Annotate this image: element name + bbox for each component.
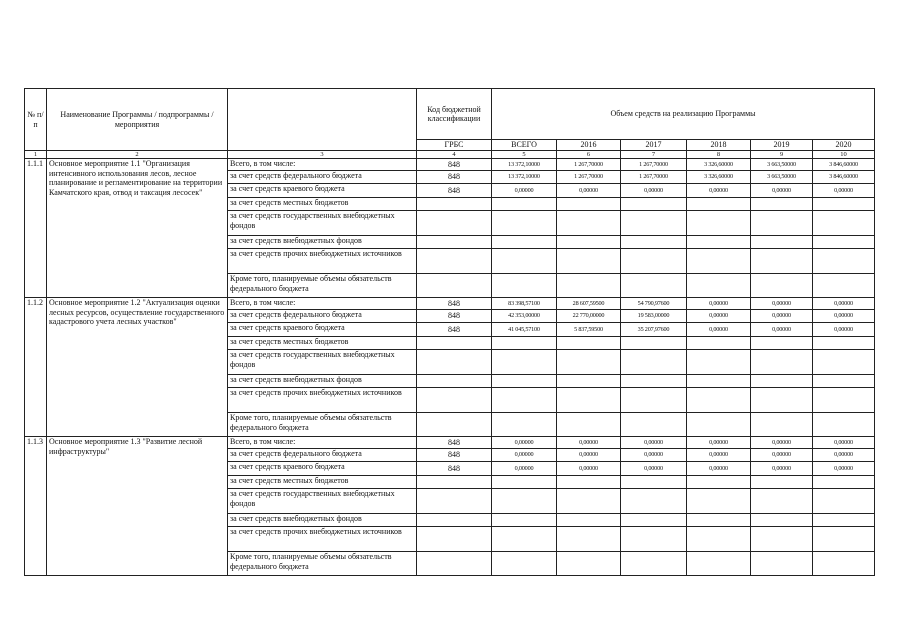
amount-year: 1 267,70000 (621, 159, 687, 171)
amount-year: 0,00000 (751, 184, 813, 198)
funding-source: за счет средств внебюджетных фондов (228, 375, 417, 388)
funding-source: за счет средств краевого бюджета (228, 462, 417, 476)
amount-year (687, 388, 751, 413)
amount-year (751, 211, 813, 236)
header-num: № п/п (25, 89, 47, 151)
funding-source: Кроме того, планируемые объемы обязательств федерального бюджета (228, 274, 417, 298)
amount-year (751, 476, 813, 489)
grbs-code (417, 236, 492, 249)
amount-year: 35 207,97600 (621, 323, 687, 337)
amount-total (492, 413, 557, 437)
amount-year: 0,00000 (751, 437, 813, 449)
program-budget-sheet (24, 88, 875, 576)
amount-year (621, 249, 687, 274)
column-number: 5 (492, 151, 557, 159)
amount-total (492, 198, 557, 211)
section-name: Основное мероприятие 1.2 "Актуализация оценки лесных ресурсов, осуществление государственного кадастрового учета лесных участков" (47, 298, 228, 437)
amount-year: 1 267,70000 (557, 159, 621, 171)
amount-year (751, 413, 813, 437)
amount-year: 28 607,59500 (557, 298, 621, 310)
column-number: 9 (751, 151, 813, 159)
amount-total: 13 372,10000 (492, 171, 557, 184)
amount-total (492, 552, 557, 576)
amount-year (751, 198, 813, 211)
grbs-code (417, 249, 492, 274)
grbs-code (417, 274, 492, 298)
grbs-code: 848 (417, 159, 492, 171)
amount-year: 0,00000 (557, 462, 621, 476)
funding-source: за счет средств федерального бюджета (228, 171, 417, 184)
amount-year: 0,00000 (621, 437, 687, 449)
amount-year (687, 249, 751, 274)
amount-year (687, 337, 751, 350)
amount-year (751, 388, 813, 413)
amount-year (813, 274, 875, 298)
amount-year: 0,00000 (557, 449, 621, 462)
amount-total: 0,00000 (492, 437, 557, 449)
column-number: 10 (813, 151, 875, 159)
grbs-code (417, 489, 492, 514)
table-row (25, 298, 875, 310)
column-number: 1 (25, 151, 47, 159)
amount-total (492, 476, 557, 489)
amount-year (751, 274, 813, 298)
amount-year (557, 236, 621, 249)
amount-year (621, 274, 687, 298)
amount-total (492, 337, 557, 350)
amount-year (557, 476, 621, 489)
amount-year (813, 350, 875, 375)
amount-year (813, 552, 875, 576)
header-year-2019: 2019 (751, 140, 813, 151)
amount-year (687, 198, 751, 211)
program-budget-table (24, 88, 875, 576)
amount-year (751, 350, 813, 375)
amount-year (751, 489, 813, 514)
amount-year (751, 527, 813, 552)
grbs-code: 848 (417, 310, 492, 323)
funding-source: Кроме того, планируемые объемы обязательств федерального бюджета (228, 413, 417, 437)
funding-source: за счет средств местных бюджетов (228, 198, 417, 211)
amount-year (813, 337, 875, 350)
header-source-blank (228, 89, 417, 151)
amount-year (621, 211, 687, 236)
grbs-code: 848 (417, 184, 492, 198)
amount-year (557, 514, 621, 527)
grbs-code: 848 (417, 462, 492, 476)
amount-year: 0,00000 (813, 298, 875, 310)
funding-source: Всего, в том числе: (228, 159, 417, 171)
amount-total (492, 236, 557, 249)
header-total: ВСЕГО (492, 140, 557, 151)
amount-year (557, 274, 621, 298)
amount-year (621, 337, 687, 350)
amount-year (557, 413, 621, 437)
amount-year (621, 514, 687, 527)
amount-year: 19 583,00000 (621, 310, 687, 323)
amount-year (813, 527, 875, 552)
amount-year: 3 326,60000 (687, 159, 751, 171)
amount-total: 0,00000 (492, 449, 557, 462)
amount-year (557, 198, 621, 211)
amount-total: 0,00000 (492, 462, 557, 476)
amount-year (687, 552, 751, 576)
funding-source: за счет средств государственных внебюджетных фондов (228, 489, 417, 514)
amount-total (492, 211, 557, 236)
column-number: 2 (47, 151, 228, 159)
column-number: 3 (228, 151, 417, 159)
amount-total (492, 249, 557, 274)
amount-year: 5 837,59500 (557, 323, 621, 337)
amount-year (687, 527, 751, 552)
amount-total (492, 350, 557, 375)
amount-year: 0,00000 (557, 184, 621, 198)
amount-year (751, 236, 813, 249)
grbs-code: 848 (417, 449, 492, 462)
funding-source: за счет средств местных бюджетов (228, 337, 417, 350)
header-code: Код бюджетной классификации (417, 89, 492, 140)
amount-year (557, 388, 621, 413)
amount-year (687, 413, 751, 437)
amount-year: 3 663,50000 (751, 159, 813, 171)
grbs-code: 848 (417, 298, 492, 310)
amount-year: 0,00000 (813, 310, 875, 323)
amount-total (492, 489, 557, 514)
amount-year: 0,00000 (813, 462, 875, 476)
amount-total (492, 274, 557, 298)
amount-year (621, 552, 687, 576)
amount-year: 0,00000 (751, 449, 813, 462)
amount-year: 0,00000 (621, 462, 687, 476)
amount-year: 0,00000 (687, 184, 751, 198)
column-number: 7 (621, 151, 687, 159)
section-name: Основное мероприятие 1.1 "Организация интенсивного использования лесов, лесное планирование и регламентирование на территории Камчатского края, отвод и таксация лесосек" (47, 159, 228, 298)
amount-year (621, 350, 687, 375)
grbs-code: 848 (417, 437, 492, 449)
column-number: 8 (687, 151, 751, 159)
grbs-code (417, 211, 492, 236)
grbs-code (417, 198, 492, 211)
amount-total: 83 398,57100 (492, 298, 557, 310)
amount-year: 0,00000 (751, 310, 813, 323)
amount-year: 3 846,60000 (813, 171, 875, 184)
amount-year (751, 375, 813, 388)
amount-year: 0,00000 (621, 449, 687, 462)
amount-year: 0,00000 (813, 437, 875, 449)
amount-year (687, 476, 751, 489)
funding-source: за счет средств краевого бюджета (228, 323, 417, 337)
section-name: Основное мероприятие 1.3 "Развитие лесной инфраструктуры" (47, 437, 228, 576)
funding-source: за счет средств краевого бюджета (228, 184, 417, 198)
amount-year (557, 249, 621, 274)
header-year-2020: 2020 (813, 140, 875, 151)
grbs-code (417, 552, 492, 576)
amount-total (492, 514, 557, 527)
amount-year (621, 388, 687, 413)
amount-year (751, 514, 813, 527)
section-number: 1.1.2 (25, 298, 47, 437)
amount-total (492, 375, 557, 388)
funding-source: за счет средств государственных внебюджетных фондов (228, 350, 417, 375)
amount-year: 0,00000 (621, 184, 687, 198)
funding-source: за счет средств федерального бюджета (228, 310, 417, 323)
amount-year: 0,00000 (687, 437, 751, 449)
amount-year: 0,00000 (687, 449, 751, 462)
grbs-code (417, 514, 492, 527)
amount-year (687, 274, 751, 298)
header-volume: Объем средств на реализацию Программы (492, 89, 875, 140)
amount-year (621, 476, 687, 489)
amount-year (557, 211, 621, 236)
funding-source: за счет средств внебюджетных фондов (228, 236, 417, 249)
amount-year (751, 337, 813, 350)
amount-year (557, 350, 621, 375)
amount-year (557, 337, 621, 350)
funding-source: за счет средств прочих внебюджетных источников (228, 527, 417, 552)
amount-year (813, 375, 875, 388)
amount-year (813, 514, 875, 527)
amount-year (751, 249, 813, 274)
amount-total (492, 527, 557, 552)
amount-year: 0,00000 (813, 449, 875, 462)
amount-year (687, 211, 751, 236)
amount-year (813, 388, 875, 413)
table-row (25, 437, 875, 449)
amount-year (557, 552, 621, 576)
column-number: 4 (417, 151, 492, 159)
amount-year: 0,00000 (751, 462, 813, 476)
header-year-2018: 2018 (687, 140, 751, 151)
amount-year (621, 413, 687, 437)
funding-source: за счет средств государственных внебюджетных фондов (228, 211, 417, 236)
amount-total: 0,00000 (492, 184, 557, 198)
funding-source: за счет средств федерального бюджета (228, 449, 417, 462)
header-name: Наименование Программы / подпрограммы / мероприятия (47, 89, 228, 151)
amount-year (687, 514, 751, 527)
amount-year (621, 236, 687, 249)
amount-year (813, 476, 875, 489)
amount-year: 0,00000 (813, 184, 875, 198)
funding-source: Всего, в том числе: (228, 298, 417, 310)
amount-year: 3 846,60000 (813, 159, 875, 171)
amount-total: 42 353,00000 (492, 310, 557, 323)
funding-source: за счет средств внебюджетных фондов (228, 514, 417, 527)
grbs-code (417, 350, 492, 375)
amount-year (813, 198, 875, 211)
funding-source: за счет средств прочих внебюджетных источников (228, 249, 417, 274)
amount-year: 1 267,70000 (557, 171, 621, 184)
grbs-code (417, 337, 492, 350)
amount-year: 0,00000 (751, 298, 813, 310)
amount-year: 0,00000 (751, 323, 813, 337)
amount-year (557, 527, 621, 552)
amount-year (687, 375, 751, 388)
amount-year: 0,00000 (687, 298, 751, 310)
amount-year: 22 770,00000 (557, 310, 621, 323)
amount-year (621, 375, 687, 388)
header-year-2016: 2016 (557, 140, 621, 151)
section-number: 1.1.3 (25, 437, 47, 576)
column-number: 6 (557, 151, 621, 159)
amount-year (813, 211, 875, 236)
funding-source: Всего, в том числе: (228, 437, 417, 449)
amount-year (751, 552, 813, 576)
amount-year: 0,00000 (687, 323, 751, 337)
amount-year (621, 489, 687, 514)
amount-year (687, 350, 751, 375)
amount-year (621, 198, 687, 211)
header-year-2017: 2017 (621, 140, 687, 151)
amount-year (557, 489, 621, 514)
amount-year (687, 236, 751, 249)
amount-year: 1 267,70000 (621, 171, 687, 184)
amount-year: 0,00000 (557, 437, 621, 449)
funding-source: за счет средств местных бюджетов (228, 476, 417, 489)
amount-year (813, 413, 875, 437)
amount-year (813, 249, 875, 274)
grbs-code: 848 (417, 171, 492, 184)
amount-year (621, 527, 687, 552)
amount-year (687, 489, 751, 514)
grbs-code (417, 413, 492, 437)
grbs-code (417, 388, 492, 413)
table-row (25, 159, 875, 171)
grbs-code (417, 527, 492, 552)
funding-source: Кроме того, планируемые объемы обязательств федерального бюджета (228, 552, 417, 576)
grbs-code (417, 375, 492, 388)
amount-year: 0,00000 (687, 462, 751, 476)
amount-total: 13 372,10000 (492, 159, 557, 171)
grbs-code: 848 (417, 323, 492, 337)
amount-year: 3 663,50000 (751, 171, 813, 184)
amount-year (813, 236, 875, 249)
amount-year: 54 790,97600 (621, 298, 687, 310)
amount-year: 0,00000 (687, 310, 751, 323)
section-number: 1.1.1 (25, 159, 47, 298)
amount-year: 3 326,60000 (687, 171, 751, 184)
amount-year: 0,00000 (813, 323, 875, 337)
amount-total (492, 388, 557, 413)
amount-year (557, 375, 621, 388)
column-number-row (25, 151, 875, 159)
amount-year (813, 489, 875, 514)
header-grbs: ГРБС (417, 140, 492, 151)
grbs-code (417, 476, 492, 489)
funding-source: за счет средств прочих внебюджетных источников (228, 388, 417, 413)
amount-total: 41 045,57100 (492, 323, 557, 337)
